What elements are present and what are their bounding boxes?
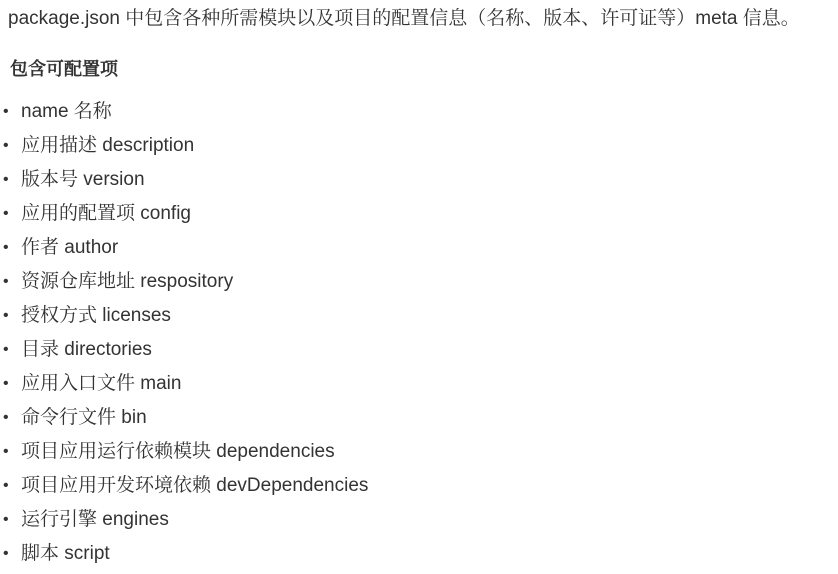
- list-item-text: 目录 directories: [21, 339, 152, 360]
- list-item: [0, 336, 368, 370]
- list-item-text: 资源仓库地址 respository: [21, 271, 234, 292]
- section-heading: 包含可配置项: [10, 59, 118, 79]
- bullet-icon: •: [3, 443, 9, 460]
- bullet-icon: •: [3, 511, 9, 528]
- list-item: [0, 404, 368, 438]
- list-item: [0, 98, 368, 132]
- list-item-text: 脚本 script: [21, 543, 110, 564]
- list-item-text: 应用描述 description: [21, 135, 195, 156]
- list-item-text: 版本号 version: [21, 169, 145, 190]
- bullet-icon: •: [3, 137, 9, 154]
- bullet-icon: •: [3, 103, 9, 120]
- bullet-icon: •: [3, 477, 9, 494]
- bullet-icon: •: [3, 545, 9, 562]
- list-item: [0, 166, 368, 200]
- list-item-text: 命令行文件 bin: [21, 407, 147, 428]
- list-item-text: 授权方式 licenses: [21, 305, 171, 326]
- bullet-icon: •: [3, 375, 9, 392]
- bullet-icon: •: [3, 409, 9, 426]
- intro-paragraph: package.json 中包含各种所需模块以及项目的配置信息（名称、版本、许可证等）meta 信息。: [8, 8, 800, 29]
- bullet-icon: •: [3, 205, 9, 222]
- list-item-text: 运行引擎 engines: [21, 509, 169, 530]
- list-item-text: 项目应用开发环境依赖 devDependencies: [21, 475, 369, 496]
- bullet-icon: •: [3, 273, 9, 290]
- list-item-text: 应用的配置项 config: [21, 203, 191, 224]
- list-item: [0, 472, 368, 506]
- list-item: [0, 438, 368, 472]
- list-item: [0, 370, 368, 404]
- bullet-icon: •: [3, 171, 9, 188]
- list-item: [0, 234, 368, 268]
- list-item: [0, 540, 368, 574]
- config-item-list: [0, 98, 368, 574]
- list-item: [0, 200, 368, 234]
- list-item: [0, 268, 368, 302]
- list-item-text: 应用入口文件 main: [21, 373, 182, 394]
- list-item: [0, 132, 368, 166]
- list-item: [0, 302, 368, 336]
- list-item-text: 作者 author: [21, 237, 119, 258]
- bullet-icon: •: [3, 341, 9, 358]
- list-item-text: name 名称: [21, 101, 112, 122]
- list-item: [0, 506, 368, 540]
- bullet-icon: •: [3, 239, 9, 256]
- list-item-text: 项目应用运行依赖模块 dependencies: [21, 441, 335, 462]
- bullet-icon: •: [3, 307, 9, 324]
